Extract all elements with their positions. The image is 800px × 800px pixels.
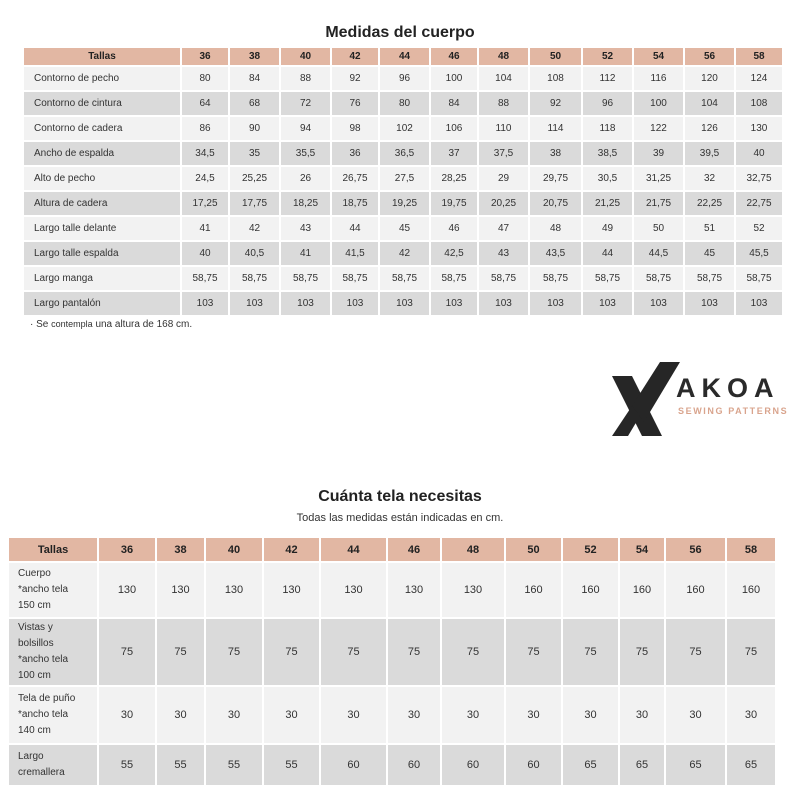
row-label <box>9 617 99 685</box>
value-cell: 102 <box>380 115 431 140</box>
value-cell: 37,5 <box>479 140 530 165</box>
row-label <box>9 561 99 617</box>
value-cell: 160 <box>506 561 563 617</box>
row-label: Ancho de espalda <box>24 140 182 165</box>
value-cell: 20,25 <box>479 190 530 215</box>
value-cell: 18,75 <box>332 190 380 215</box>
value-cell: 18,25 <box>281 190 332 215</box>
value-cell: 103 <box>479 290 530 315</box>
value-cell: 65 <box>620 743 666 785</box>
value-cell: 76 <box>332 90 380 115</box>
row-label-line: bolsillos <box>18 638 54 649</box>
value-cell: 75 <box>727 617 777 685</box>
value-cell: 17,75 <box>230 190 281 215</box>
size-header: 44 <box>380 48 431 65</box>
row-label: Altura de cadera <box>24 190 182 215</box>
value-cell: 103 <box>530 290 583 315</box>
table-row <box>24 140 784 165</box>
value-cell: 30 <box>620 685 666 743</box>
value-cell: 88 <box>281 65 332 90</box>
value-cell: 30 <box>388 685 442 743</box>
size-header: 56 <box>666 538 727 561</box>
value-cell: 30 <box>99 685 157 743</box>
value-cell: 108 <box>530 65 583 90</box>
value-cell: 50 <box>634 215 685 240</box>
value-cell: 44 <box>583 240 634 265</box>
value-cell: 92 <box>530 90 583 115</box>
value-cell: 65 <box>563 743 620 785</box>
value-cell: 43 <box>479 240 530 265</box>
value-cell: 35,5 <box>281 140 332 165</box>
body-measurements-title: Medidas del cuerpo <box>325 24 475 41</box>
value-cell: 55 <box>99 743 157 785</box>
xakoa-logo <box>610 362 800 438</box>
value-cell: 120 <box>685 65 736 90</box>
value-cell: 40 <box>182 240 230 265</box>
row-label-line: cremallera <box>18 767 65 778</box>
fabric-table <box>9 538 777 785</box>
note-suffix: una altura de 168 cm. <box>95 319 193 330</box>
table-row <box>24 290 784 315</box>
row-label-line: Tela de puño <box>18 693 76 704</box>
table-row <box>9 743 777 785</box>
value-cell: 51 <box>685 215 736 240</box>
size-header: 48 <box>479 48 530 65</box>
body-measurements-table <box>24 48 784 315</box>
table-row <box>9 685 777 743</box>
value-cell: 22,75 <box>736 190 784 215</box>
note-prefix: · Se <box>30 319 49 330</box>
value-cell: 26,75 <box>332 165 380 190</box>
row-label: Contorno de pecho <box>24 65 182 90</box>
value-cell: 45 <box>685 240 736 265</box>
size-header: 52 <box>583 48 634 65</box>
value-cell: 52 <box>736 215 784 240</box>
value-cell: 103 <box>332 290 380 315</box>
value-cell: 86 <box>182 115 230 140</box>
table-row <box>24 65 784 90</box>
value-cell: 30 <box>506 685 563 743</box>
value-cell: 88 <box>479 90 530 115</box>
header-label: Tallas <box>9 538 99 561</box>
value-cell: 30 <box>206 685 264 743</box>
size-header: 52 <box>563 538 620 561</box>
size-header: 42 <box>332 48 380 65</box>
value-cell: 75 <box>206 617 264 685</box>
value-cell: 17,25 <box>182 190 230 215</box>
value-cell: 30 <box>727 685 777 743</box>
value-cell: 44,5 <box>634 240 685 265</box>
value-cell: 103 <box>230 290 281 315</box>
value-cell: 58,75 <box>230 265 281 290</box>
row-label <box>9 743 99 785</box>
value-cell: 29,75 <box>530 165 583 190</box>
fabric-title: Cuánta tela necesitas <box>318 488 482 505</box>
value-cell: 75 <box>264 617 321 685</box>
value-cell: 29 <box>479 165 530 190</box>
value-cell: 116 <box>634 65 685 90</box>
value-cell: 58,75 <box>431 265 479 290</box>
value-cell: 130 <box>157 561 206 617</box>
value-cell: 103 <box>431 290 479 315</box>
value-cell: 34,5 <box>182 140 230 165</box>
value-cell: 160 <box>666 561 727 617</box>
table-row <box>9 617 777 685</box>
value-cell: 39,5 <box>685 140 736 165</box>
value-cell: 104 <box>685 90 736 115</box>
value-cell: 160 <box>620 561 666 617</box>
value-cell: 43 <box>281 215 332 240</box>
value-cell: 58,75 <box>583 265 634 290</box>
value-cell: 110 <box>479 115 530 140</box>
value-cell: 58,75 <box>332 265 380 290</box>
value-cell: 75 <box>620 617 666 685</box>
value-cell: 100 <box>634 90 685 115</box>
table-row <box>24 265 784 290</box>
value-cell: 103 <box>281 290 332 315</box>
value-cell: 30 <box>666 685 727 743</box>
value-cell: 60 <box>321 743 388 785</box>
value-cell: 58,75 <box>479 265 530 290</box>
value-cell: 130 <box>736 115 784 140</box>
row-label: Contorno de cintura <box>24 90 182 115</box>
value-cell: 114 <box>530 115 583 140</box>
row-label-line: 100 cm <box>18 670 51 681</box>
value-cell: 60 <box>506 743 563 785</box>
size-header: 58 <box>736 48 784 65</box>
value-cell: 20,75 <box>530 190 583 215</box>
value-cell: 84 <box>431 90 479 115</box>
size-header: 46 <box>388 538 442 561</box>
row-label: Largo talle delante <box>24 215 182 240</box>
value-cell: 65 <box>727 743 777 785</box>
value-cell: 31,25 <box>634 165 685 190</box>
value-cell: 28,25 <box>431 165 479 190</box>
table-row <box>24 215 784 240</box>
size-header: 48 <box>442 538 506 561</box>
fabric-subtitle: Todas las medidas están indicadas en cm. <box>296 512 504 524</box>
value-cell: 103 <box>736 290 784 315</box>
value-cell: 55 <box>157 743 206 785</box>
value-cell: 130 <box>264 561 321 617</box>
value-cell: 96 <box>583 90 634 115</box>
value-cell: 60 <box>442 743 506 785</box>
table-row <box>24 115 784 140</box>
value-cell: 19,25 <box>380 190 431 215</box>
value-cell: 22,25 <box>685 190 736 215</box>
value-cell: 130 <box>321 561 388 617</box>
size-header: 58 <box>727 538 777 561</box>
value-cell: 75 <box>563 617 620 685</box>
value-cell: 41 <box>281 240 332 265</box>
value-cell: 58,75 <box>182 265 230 290</box>
value-cell: 130 <box>206 561 264 617</box>
value-cell: 42 <box>230 215 281 240</box>
value-cell: 55 <box>206 743 264 785</box>
row-label-line: 150 cm <box>18 600 51 611</box>
table-header-row <box>9 538 777 561</box>
value-cell: 103 <box>182 290 230 315</box>
value-cell: 126 <box>685 115 736 140</box>
value-cell: 72 <box>281 90 332 115</box>
value-cell: 160 <box>727 561 777 617</box>
value-cell: 24,5 <box>182 165 230 190</box>
value-cell: 58,75 <box>736 265 784 290</box>
value-cell: 60 <box>388 743 442 785</box>
value-cell: 84 <box>230 65 281 90</box>
value-cell: 130 <box>388 561 442 617</box>
row-label-line: Largo <box>18 751 44 762</box>
value-cell: 106 <box>431 115 479 140</box>
row-label: Alto de pecho <box>24 165 182 190</box>
value-cell: 104 <box>479 65 530 90</box>
size-header: 38 <box>230 48 281 65</box>
value-cell: 118 <box>583 115 634 140</box>
table-header-row <box>24 48 784 65</box>
size-header: 44 <box>321 538 388 561</box>
row-label-line: *ancho tela <box>18 654 69 665</box>
value-cell: 58,75 <box>380 265 431 290</box>
row-label-line: Vistas y <box>18 622 53 633</box>
value-cell: 92 <box>332 65 380 90</box>
value-cell: 40,5 <box>230 240 281 265</box>
height-note <box>30 319 192 330</box>
value-cell: 47 <box>479 215 530 240</box>
value-cell: 103 <box>634 290 685 315</box>
value-cell: 94 <box>281 115 332 140</box>
value-cell: 58,75 <box>634 265 685 290</box>
value-cell: 19,75 <box>431 190 479 215</box>
value-cell: 112 <box>583 65 634 90</box>
row-label-line: 140 cm <box>18 725 51 736</box>
value-cell: 37 <box>431 140 479 165</box>
value-cell: 36,5 <box>380 140 431 165</box>
size-header: 54 <box>620 538 666 561</box>
value-cell: 30 <box>442 685 506 743</box>
value-cell: 30 <box>563 685 620 743</box>
value-cell: 124 <box>736 65 784 90</box>
size-header: 46 <box>431 48 479 65</box>
value-cell: 25,25 <box>230 165 281 190</box>
value-cell: 103 <box>380 290 431 315</box>
value-cell: 75 <box>442 617 506 685</box>
value-cell: 21,25 <box>583 190 634 215</box>
row-label: Largo pantalón <box>24 290 182 315</box>
row-label <box>9 685 99 743</box>
logo-word: AKOA <box>676 373 780 403</box>
value-cell: 75 <box>99 617 157 685</box>
value-cell: 35 <box>230 140 281 165</box>
value-cell: 96 <box>380 65 431 90</box>
value-cell: 32 <box>685 165 736 190</box>
row-label: Contorno de cadera <box>24 115 182 140</box>
value-cell: 36 <box>332 140 380 165</box>
size-header: 36 <box>99 538 157 561</box>
value-cell: 65 <box>666 743 727 785</box>
value-cell: 27,5 <box>380 165 431 190</box>
value-cell: 48 <box>530 215 583 240</box>
value-cell: 75 <box>321 617 388 685</box>
value-cell: 30 <box>264 685 321 743</box>
value-cell: 45 <box>380 215 431 240</box>
value-cell: 75 <box>157 617 206 685</box>
row-label-line: Cuerpo <box>18 568 51 579</box>
table-row <box>9 561 777 617</box>
table-row <box>24 90 784 115</box>
value-cell: 45,5 <box>736 240 784 265</box>
value-cell: 44 <box>332 215 380 240</box>
size-header: 50 <box>506 538 563 561</box>
value-cell: 80 <box>380 90 431 115</box>
table-row <box>24 165 784 190</box>
value-cell: 58,75 <box>685 265 736 290</box>
row-label: Largo manga <box>24 265 182 290</box>
table-row <box>24 190 784 215</box>
value-cell: 64 <box>182 90 230 115</box>
value-cell: 38,5 <box>583 140 634 165</box>
value-cell: 58,75 <box>530 265 583 290</box>
table-row <box>24 240 784 265</box>
value-cell: 42,5 <box>431 240 479 265</box>
row-label-line: *ancho tela <box>18 584 69 595</box>
value-cell: 122 <box>634 115 685 140</box>
size-header: 36 <box>182 48 230 65</box>
value-cell: 21,75 <box>634 190 685 215</box>
row-label-line: *ancho tela <box>18 709 69 720</box>
value-cell: 41 <box>182 215 230 240</box>
size-header: 42 <box>264 538 321 561</box>
value-cell: 30,5 <box>583 165 634 190</box>
logo-tagline: SEWING PATTERNS <box>678 406 789 416</box>
size-header: 40 <box>281 48 332 65</box>
value-cell: 108 <box>736 90 784 115</box>
value-cell: 75 <box>506 617 563 685</box>
value-cell: 58,75 <box>281 265 332 290</box>
size-header: 40 <box>206 538 264 561</box>
value-cell: 38 <box>530 140 583 165</box>
value-cell: 68 <box>230 90 281 115</box>
value-cell: 39 <box>634 140 685 165</box>
value-cell: 103 <box>583 290 634 315</box>
size-header: 38 <box>157 538 206 561</box>
value-cell: 100 <box>431 65 479 90</box>
row-label: Largo talle espalda <box>24 240 182 265</box>
value-cell: 98 <box>332 115 380 140</box>
size-header: 50 <box>530 48 583 65</box>
value-cell: 40 <box>736 140 784 165</box>
value-cell: 160 <box>563 561 620 617</box>
size-header: 56 <box>685 48 736 65</box>
value-cell: 30 <box>321 685 388 743</box>
value-cell: 26 <box>281 165 332 190</box>
value-cell: 130 <box>99 561 157 617</box>
value-cell: 103 <box>685 290 736 315</box>
value-cell: 90 <box>230 115 281 140</box>
value-cell: 80 <box>182 65 230 90</box>
value-cell: 75 <box>666 617 727 685</box>
value-cell: 32,75 <box>736 165 784 190</box>
value-cell: 55 <box>264 743 321 785</box>
value-cell: 41,5 <box>332 240 380 265</box>
value-cell: 42 <box>380 240 431 265</box>
header-label: Tallas <box>24 48 182 65</box>
size-header: 54 <box>634 48 685 65</box>
note-small: contempla <box>51 319 93 329</box>
value-cell: 30 <box>157 685 206 743</box>
value-cell: 46 <box>431 215 479 240</box>
value-cell: 130 <box>442 561 506 617</box>
value-cell: 75 <box>388 617 442 685</box>
value-cell: 43,5 <box>530 240 583 265</box>
logo-x-icon <box>610 362 680 438</box>
value-cell: 49 <box>583 215 634 240</box>
